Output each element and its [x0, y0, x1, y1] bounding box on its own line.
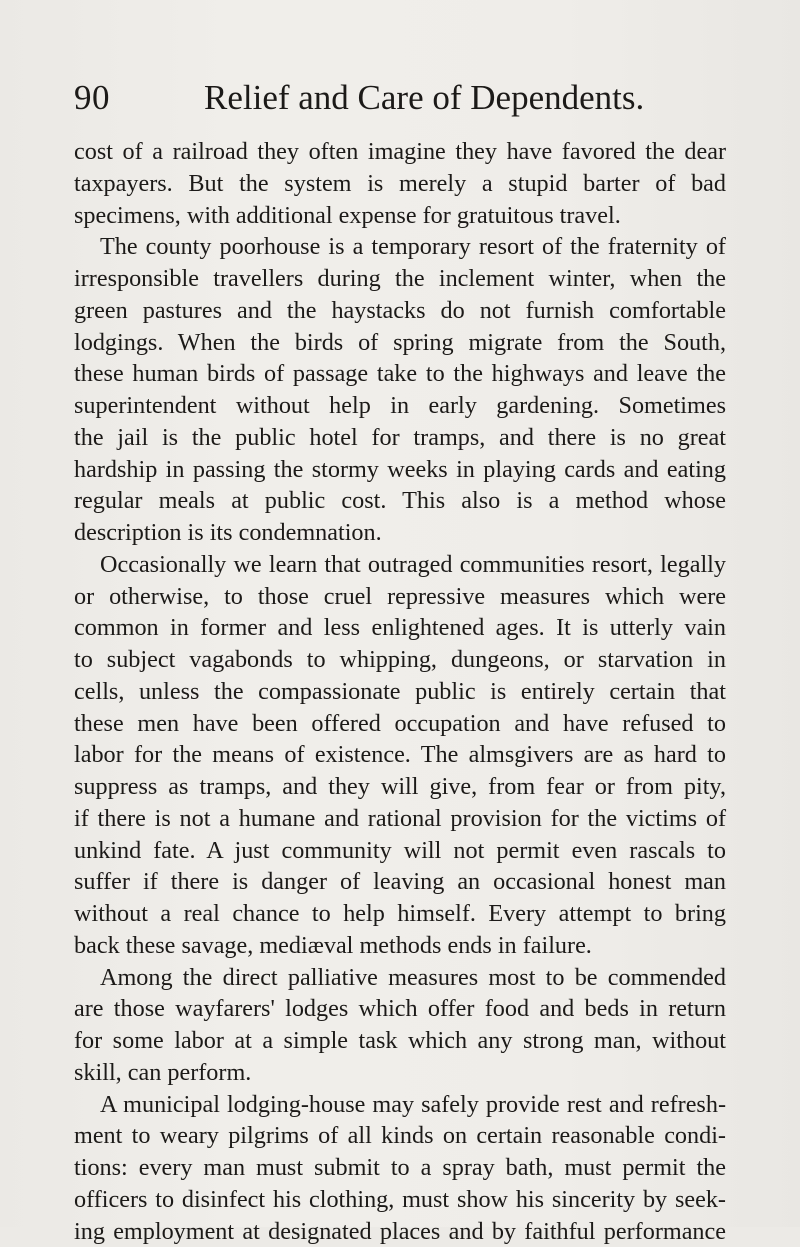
text-line: suppress as tramps, and they will give, from fear or from pity, [74, 771, 726, 803]
text-line: to subject vagabonds to whipping, dungeons, or starvation in [74, 644, 726, 676]
page-number: 90 [74, 78, 110, 118]
text-line: without a real chance to help himself. Every attempt to bring [74, 898, 726, 930]
text-line: description is its condemnation. [74, 517, 726, 549]
text-line: Occasionally we learn that outraged communities resort, legally [74, 549, 726, 581]
text-line: these human birds of passage take to the highways and leave the [74, 358, 726, 390]
text-line: skill, can perform. [74, 1057, 726, 1089]
text-line: irresponsible travellers during the inclement winter, when the [74, 263, 726, 295]
text-line: hardship in passing the stormy weeks in playing cards and eating [74, 454, 726, 486]
text-line: labor for the means of existence. The almsgivers are as hard to [74, 739, 726, 771]
text-line: taxpayers. But the system is merely a stupid barter of bad [74, 168, 726, 200]
text-line: back these savage, mediæval methods ends in failure. [74, 930, 726, 962]
text-line: officers to disinfect his clothing, must show his sincerity by seek- [74, 1184, 726, 1216]
text-line: cost of a railroad they often imagine they have favored the dear [74, 136, 726, 168]
text-line: Among the direct palliative measures most to be commended [74, 962, 726, 994]
text-line: unkind fate. A just community will not permit even rascals to [74, 835, 726, 867]
text-line: the jail is the public hotel for tramps, and there is no great [74, 422, 726, 454]
text-line: are those wayfarers' lodges which offer food and beds in return [74, 993, 726, 1025]
text-line: specimens, with additional expense for gratuitous travel. [74, 200, 726, 232]
body-text [74, 136, 726, 1247]
text-line: A municipal lodging-house may safely provide rest and refresh- [74, 1089, 726, 1121]
text-line: tions: every man must submit to a spray bath, must permit the [74, 1152, 726, 1184]
page-header [74, 78, 726, 118]
running-title: Relief and Care of Dependents. [204, 78, 644, 118]
text-line: for some labor at a simple task which any strong man, without [74, 1025, 726, 1057]
text-line: or otherwise, to those cruel repressive measures which were [74, 581, 726, 613]
text-line: ing employment at designated places and by faithful performance [74, 1216, 726, 1247]
text-line: cells, unless the compassionate public is entirely certain that [74, 676, 726, 708]
text-line: green pastures and the haystacks do not furnish comfortable [74, 295, 726, 327]
text-line: regular meals at public cost. This also is a method whose [74, 485, 726, 517]
text-line: lodgings. When the birds of spring migrate from the South, [74, 327, 726, 359]
text-line: common in former and less enlightened ages. It is utterly vain [74, 612, 726, 644]
text-line: superintendent without help in early gardening. Sometimes [74, 390, 726, 422]
text-line: if there is not a humane and rational provision for the victims of [74, 803, 726, 835]
text-line: The county poorhouse is a temporary resort of the fraternity of [74, 231, 726, 263]
text-line: these men have been offered occupation and have refused to [74, 708, 726, 740]
text-line: ment to weary pilgrims of all kinds on certain reasonable condi- [74, 1120, 726, 1152]
text-line: suffer if there is danger of leaving an occasional honest man [74, 866, 726, 898]
